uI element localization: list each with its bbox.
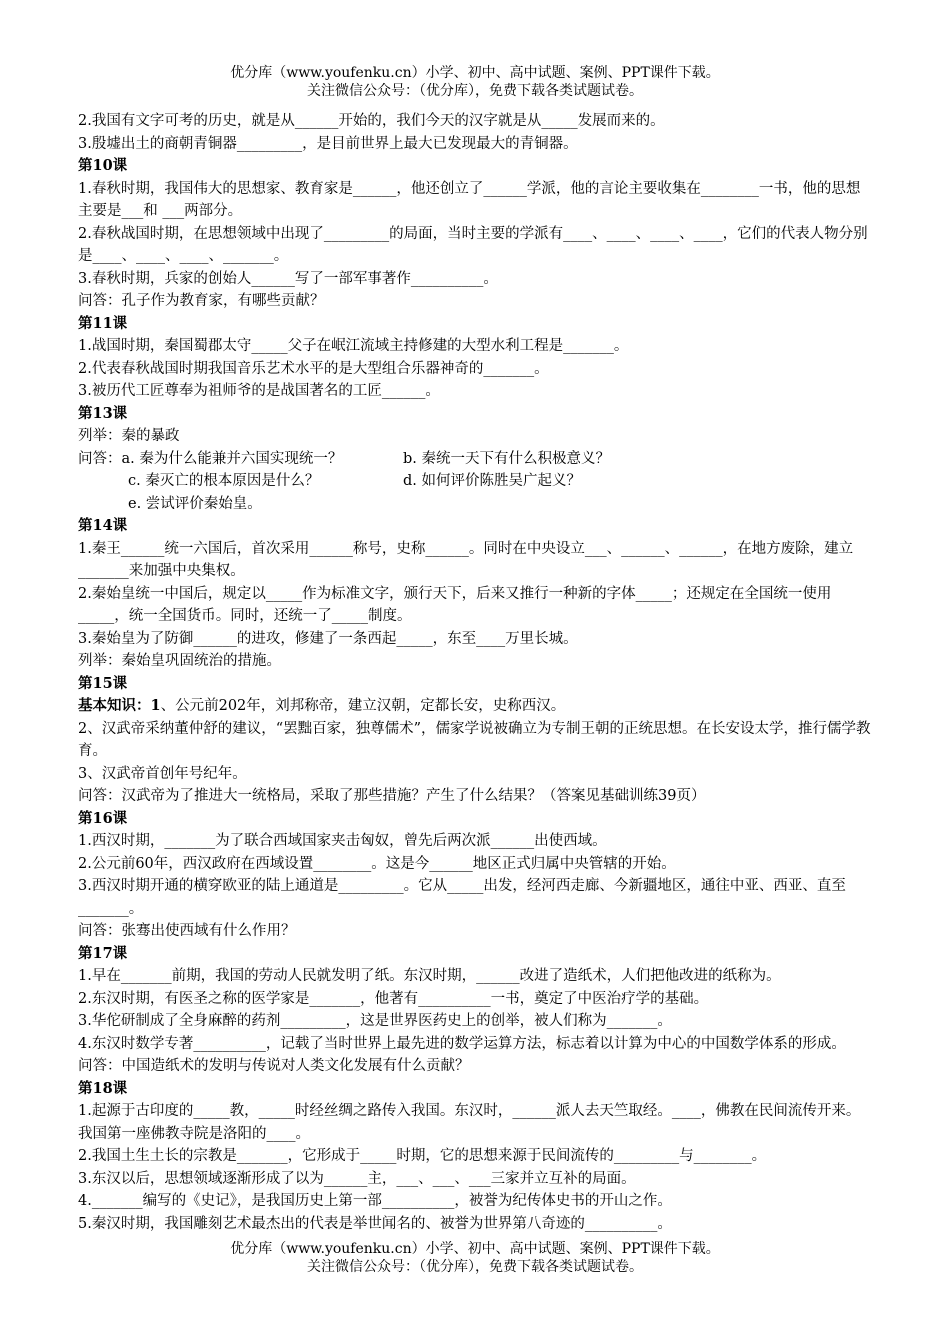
lesson-14-title: 第14课	[78, 517, 128, 534]
lesson-17-q4: 4.东汉时数学专著__________，记载了当时世界上最先进的数学运算方法，标志着以计算为中心的中国数学体系的形成。	[78, 1035, 846, 1052]
lesson-17-title: 第17课	[78, 944, 128, 962]
lesson-14-q1: 1.秦王______统一六国后，首次采用______称号，史称______。同时在中央设立___、______、______，在地方废除，建立_______来加强中央集权。	[78, 540, 854, 579]
lesson-18-q2: 2.我国土生土长的宗教是_______，它形成于_____时期，它的思想来源于民间流传的_________与________。	[78, 1148, 767, 1164]
lesson-17-q1: 1.早在_______前期，我国的劳动人民就发明了纸。东汉时期，______改进了造纸术，人们把他改进的纸称为。	[78, 968, 781, 984]
lesson-14-q2: 2.秦始皇统一中国后，规定以_____作为标准文字，颁行天下，后来又推行一种新的字体_____；还规定在全国统一使用_____，统一全国货币。同时，还统一了_____制度。	[78, 585, 832, 624]
lesson-11-q2: 2.代表春秋战国时期我国音乐艺术水平的是大型组合乐器神奇的_______。	[78, 360, 549, 377]
lesson-16-question: 问答：张骞出使西域有什么作用？	[78, 923, 296, 939]
document-body	[78, 110, 874, 1235]
basic-knowledge-label: 基本知识：1	[78, 697, 161, 714]
lesson-10-q1: 1.春秋时期，我国伟大的思想家、教育家是______，他还创立了______学派，他的言论主要收集在________一书，他的思想主要是___和 ___两部分。	[78, 180, 861, 219]
lesson-10-q3: 3.春秋时期，兵家的创始人______写了一部军事著作__________。	[78, 270, 498, 287]
lesson-11-title: 第11课	[78, 314, 128, 332]
lesson-18-q5: 5.秦汉时期，我国雕刻艺术最杰出的代表是举世闻名的、被誉为世界第八奇迹的__________。	[78, 1215, 672, 1232]
lesson-16-q1: 1.西汉时期，_______为了联合西域国家夹击匈奴，曾先后两次派______出使西域。	[78, 833, 607, 849]
header-line-1: 优分库（www.youfenku.cn）小学、初中、高中试题、案例、PPT课件下载。	[230, 65, 720, 81]
lesson-10-title: 第10课	[78, 157, 128, 174]
lesson-16-q2: 2.公元前60年，西汉政府在西域设置________。这是今______地区正式归属中央管辖的开始。	[78, 855, 676, 872]
lesson-15-basic-2: 2、汉武帝采纳董仲舒的建议，“罢黜百家，独尊儒术”，儒家学说被确立为专制王朝的正统思想。在长安设太学，推行儒学教育。	[78, 720, 871, 759]
lesson-15-basic-1	[78, 695, 874, 718]
lesson-17-question: 问答：中国造纸术的发明与传说对人类文化发展有什么贡献？	[78, 1058, 470, 1074]
lesson-17-q2: 2.东汉时期，有医圣之称的医学家是_______，他著有__________一书，奠定了中医治疗学的基础。	[78, 990, 709, 1007]
lesson-18-title: 第18课	[78, 1079, 128, 1097]
lesson-14-q3: 3.秦始皇为了防御______的进攻，修建了一条西起_____，东至____万里长城。	[78, 630, 578, 647]
lesson-13-qc: c. 秦灭亡的根本原因是什么？	[128, 473, 320, 489]
lesson-13-title: 第13课	[78, 404, 128, 422]
lesson-11-q1: 1.战国时期，秦国蜀郡太守_____父子在岷江流域主持修建的大型水利工程是_______。	[78, 338, 629, 354]
lesson-15-basic-3: 3、汉武帝首创年号纪年。	[78, 765, 247, 782]
lesson-18-q3: 3.东汉以后，思想领域逐渐形成了以为______主，___、___、___三家并立互补的局面。	[78, 1170, 636, 1187]
lesson-18-q4: 4._______编写的《史记》，是我国历史上第一部__________，被誉为纪传体史书的开山之作。	[78, 1193, 672, 1209]
lesson-13-qa: 问答：a. 秦为什么能兼并六国实现统一？	[78, 450, 343, 467]
lesson-10-question: 问答：孔子作为教育家，有哪些贡献？	[78, 293, 325, 309]
footer-line-2: 关注微信公众号：（优分库），免费下载各类试题试卷。	[307, 1259, 643, 1275]
top-line-3: 3.殷墟出土的商朝青铜器_________，是目前世界上最大已发现最大的青铜器。	[78, 135, 578, 152]
lesson-16-q3: 3.西汉时期开通的横穿欧亚的陆上通道是_________。它从_____出发，经河西走廊、今新疆地区，通往中亚、西亚、直至_______。	[78, 878, 846, 917]
lesson-11-q3: 3.被历代工匠尊奉为祖师爷的是战国著名的工匠______。	[78, 383, 440, 399]
header-line-2: 关注微信公众号：（优分库），免费下载各类试题试卷。	[307, 83, 643, 99]
top-line-2: 2.我国有文字可考的历史，就是从______开始的，我们今天的汉字就是从_____发展而来的。	[78, 113, 665, 129]
lesson-13-qe: e. 尝试评价秦始皇。	[128, 495, 262, 512]
page-footer	[0, 1240, 950, 1276]
lesson-14-list: 列举：秦始皇巩固统治的措施。	[78, 653, 281, 669]
lesson-13-row-3	[78, 493, 874, 516]
lesson-15-basic-1-text: 、公元前202年，刘邦称帝，建立汉朝，定都长安，史称西汉。	[160, 698, 566, 714]
lesson-15-title: 第15课	[78, 674, 128, 692]
lesson-17-q3: 3.华佗研制成了全身麻醉的药剂_________，这是世界医药史上的创举，被人们称为_______。	[78, 1013, 672, 1029]
lesson-13-qd: d. 如何评价陈胜吴广起义？	[403, 473, 581, 489]
footer-line-1: 优分库（www.youfenku.cn）小学、初中、高中试题、案例、PPT课件下载。	[230, 1241, 720, 1257]
page-header	[0, 64, 950, 100]
lesson-15-question: 问答：汉武帝为了推进大一统格局，采取了那些措施？产生了什么结果？（答案见基础训练39页）	[78, 788, 706, 804]
lesson-13-qb: b. 秦统一天下有什么积极意义？	[403, 450, 610, 467]
lesson-13-row-2	[78, 470, 874, 493]
lesson-18-q1: 1.起源于古印度的_____教，_____时经丝绸之路传入我国。东汉时，______派人去天竺取经。____，佛教在民间流传开来。我国第一座佛教寺院是洛阳的____。	[78, 1103, 861, 1142]
lesson-13-list: 列举：秦的暴政	[78, 428, 180, 444]
lesson-10-q2: 2.春秋战国时期，在思想领域中出现了_________的局面，当时主要的学派有____、____、____、____，它们的代表人物分别是____、____、____、_______。	[78, 225, 868, 264]
lesson-16-title: 第16课	[78, 809, 128, 827]
lesson-13-row-1	[78, 448, 874, 471]
